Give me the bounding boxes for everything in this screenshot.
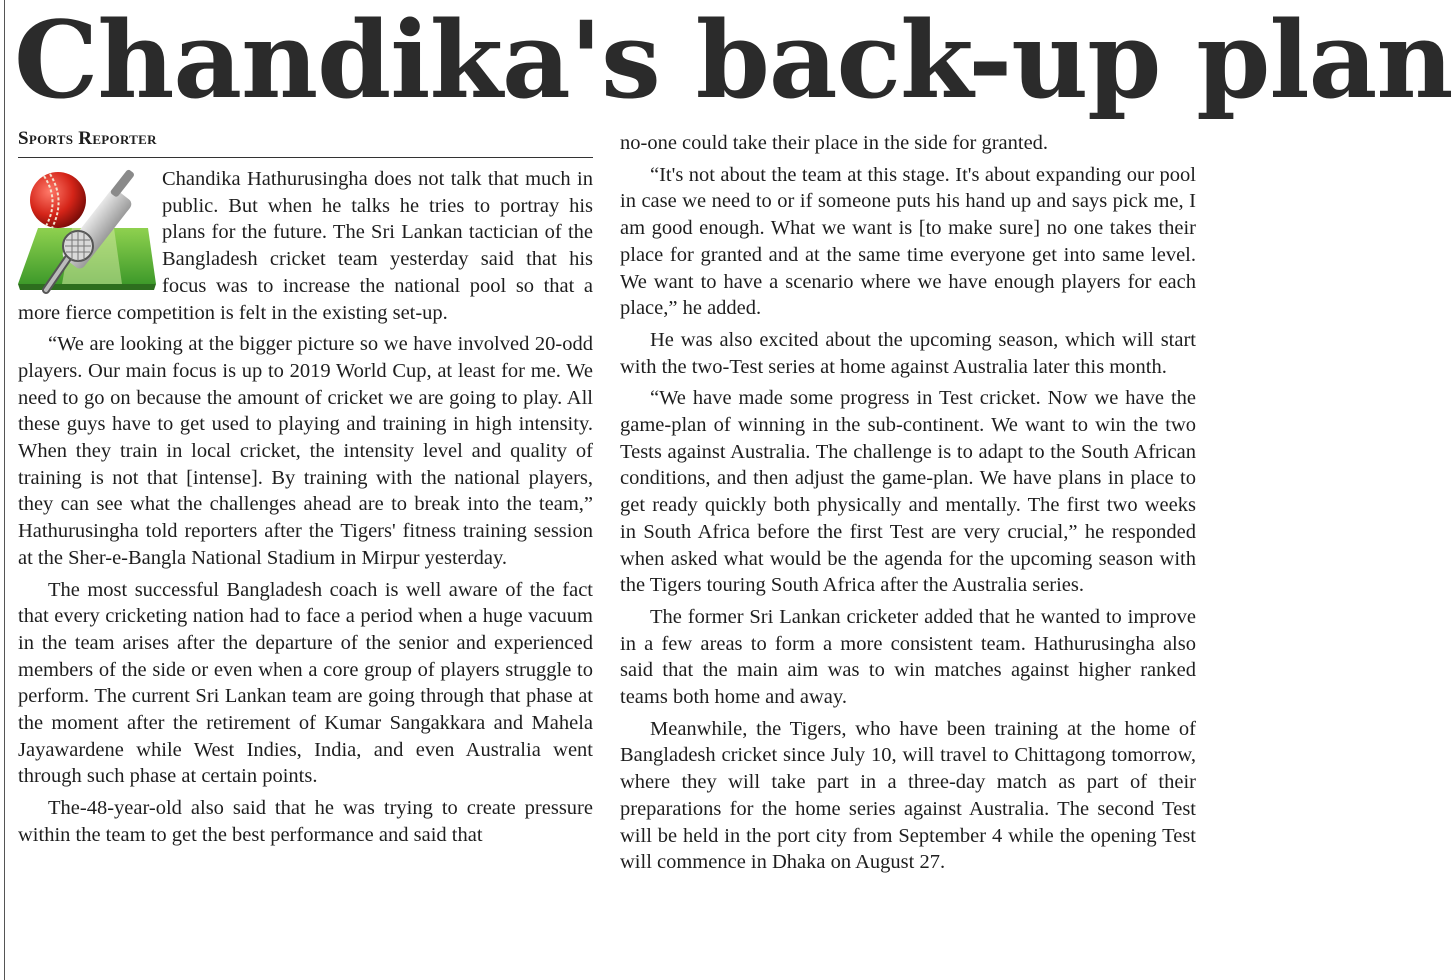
column-rule [4,0,5,980]
paragraph: The most successful Bangladesh coach is well aware of the fact that every cricketing nation had to face a period when a huge vacuum in the team arises after the departure of the senior and experienced members of the side or even when a core group of players struggle to perform. The current Sri Lankan team are going through that phase at the moment after the retirement of Kumar Sangakkara and Mahela Jayawardene while West Indies, India, and even Australia went through such phase at certain points. [18,578,593,788]
paragraph: Chandika Hathurusingha does not talk that much in public. But when he talks he tries to portray his plans for the future. The Sri Lankan tactician of the Bangladesh cricket team yesterday said that his focus was to increase the national pool so that a more fierce competition is felt in the existing set-up. [18,168,593,324]
cricket-ball-bat-microphone-icon [18,166,156,296]
paragraph: The-48-year-old also said that he was trying to create pressure within the team to get the best performance and said that [18,797,593,846]
paragraph: The former Sri Lankan cricketer added that he wanted to improve in a few areas to form a more consistent team. Hathurusingha also said that the main aim was to win matches against higher ranked teams both home and away. [620,605,1196,709]
paragraph: “We have made some progress in Test cricket. Now we have the game-plan of winning in the sub-continent. We want to win the two Tests against Australia. The challenge is to adapt to the South African conditions, and then adjust the game-plan. We have plans in place to get ready quickly both physically and mentally. The first two weeks in South Africa before the first Test are very crucial,” he responded when asked what would be the agenda for the upcoming season with the Tigers touring South Africa after the Australia series. [620,387,1196,597]
paragraph: He was also excited about the upcoming season, which will start with the two-Test series at home against Australia later this month. [620,328,1196,378]
paragraph: “We are looking at the bigger picture so we have involved 20-odd players. Our main focus is up to 2019 World Cup, at least for me. We need to go on because the amount of cricket we are going to play. All these guys have to get used to playing and training in high intensity. When they train in local cricket, the intensity level and quality of training is not that [intense]. By training with the national players, they can see what the challenges ahead are to break into the team,” Hathurusingha told reporters after the Tigers' fitness training session at the Sher-e-Bangla National Stadium in Mirpur yesterday. [18,333,593,569]
right-column [620,130,1196,881]
paragraph: “It's not about the team at this stage. It's about expanding our pool in case we need to or if someone puts his hand up and says pick me, I am good enough. What we want is [to make sure] no one takes their place for granted and at the same time everyone get into same level. We want to have a scenario where we have enough players for each place,” he added. [620,163,1196,320]
paragraph: Meanwhile, the Tigers, who have been training at the home of Bangladesh cricket since July 10, will travel to Chittagong tomorrow, where they will take part in a three-day match as part of their preparations for the home series against Australia. The second Test will be held in the port city from September 4 while the opening Test will commence in Dhaka on August 27. [620,717,1196,874]
headline: Chandika's back-up plan [14,0,1452,122]
byline: Sports Reporter [18,126,593,158]
left-column [18,126,593,854]
paragraph-continued: no-one could take their place in the side for granted. [620,132,1049,154]
